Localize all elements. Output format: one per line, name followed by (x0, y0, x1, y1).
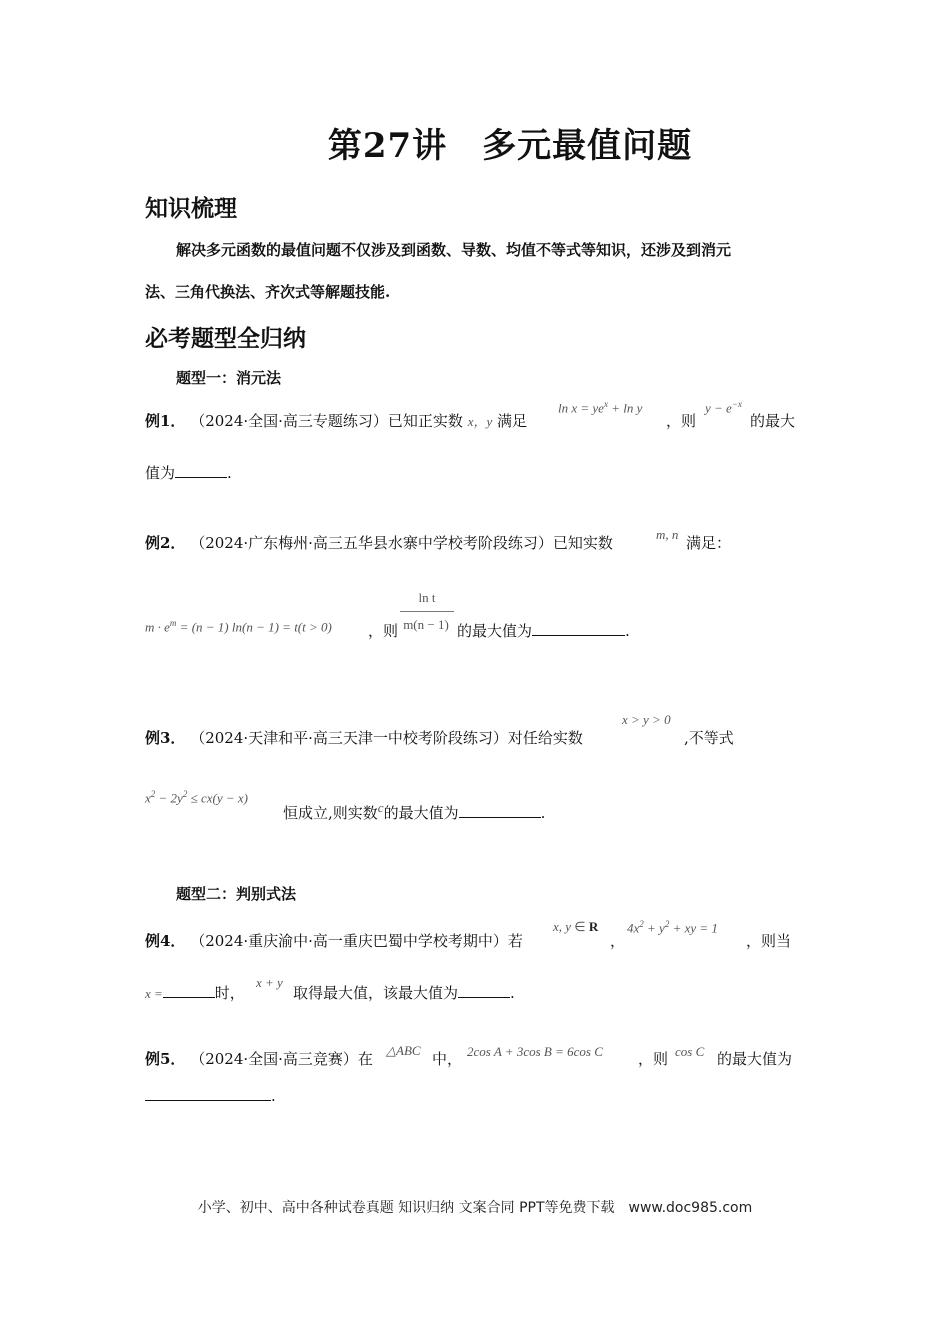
footer-text: 小学、初中、高中各种试卷真题 知识归纳 文案合同 PPT等免费下载 www.doc985.com (197, 1200, 753, 1216)
example-1-target: $y - e^{-x}$ (705, 399, 742, 416)
section-heading-knowledge: 知识梳理 (145, 195, 237, 222)
example-2-tail-line (457, 620, 630, 641)
example-1-end: . (227, 464, 232, 482)
example-3-label: 例3． (145, 729, 186, 747)
answer-blank[interactable] (458, 983, 510, 998)
example-4-max-text: 取得最大值，该最大值为 (293, 984, 459, 1002)
example-1-cond-word: 满足 (497, 412, 528, 430)
example-3-formula: $x^2 - 2y^2 \le cx(y - x)$ (145, 789, 248, 806)
example-5-label: 例5． (145, 1050, 186, 1068)
example-4-line1 (145, 930, 523, 951)
example-4-label: 例4． (145, 932, 186, 950)
example-4-cond: x, y ∈ R (553, 919, 599, 934)
example-2-line1 (145, 532, 613, 553)
example-2-label: 例2． (145, 534, 186, 552)
example-3-tail: ,不等式 (684, 729, 734, 747)
example-1-line1 (145, 410, 527, 431)
example-1-formula: $\ln x = ye^x + \ln y$ (558, 399, 643, 416)
answer-blank[interactable] (175, 463, 227, 478)
example-1-label: 例1． (145, 412, 186, 430)
example-2-vars: m, n (656, 527, 679, 542)
example-2-formula: $m \cdot e^m = (n - 1) \ln(n - 1) = t(t > 0)$ (145, 618, 332, 635)
example-4-line2-tail (293, 982, 515, 1003)
example-3-cond: x > y > 0 (622, 712, 671, 727)
example-5-formula: 2cos A + 3cos B = 6cos C (467, 1044, 603, 1059)
example-3-line1 (145, 727, 583, 748)
example-4-line2 (145, 982, 245, 1003)
example-4-formula: $4x^2 + y^2$ + xy = 1 (627, 919, 718, 936)
answer-blank[interactable] (163, 983, 215, 998)
example-2-frac-bar (400, 611, 454, 612)
example-2-source: （2024·广东梅州·高三五华县水寨中学校考阶段练习）已知实数 (190, 534, 613, 552)
example-4-end: . (510, 984, 515, 1002)
answer-blank[interactable] (459, 803, 541, 818)
example-5-tail: 的最大值为 (717, 1050, 793, 1068)
example-5-line1 (145, 1048, 373, 1069)
type2-heading: 题型二：判别式法 (176, 885, 297, 903)
answer-blank[interactable] (145, 1086, 271, 1101)
example-3-source: （2024·天津和平·高三天津一中校考阶段练习）对任给实数 (190, 729, 583, 747)
example-2-then: ，则 (368, 622, 399, 640)
example-2-cond-word: 满足： (686, 534, 732, 552)
type1-heading: 题型一：消元法 (176, 369, 282, 387)
example-2-frac-denominator: m(n − 1) (403, 617, 449, 632)
example-5-mid: 中， (432, 1050, 463, 1068)
example-3-line2 (283, 800, 545, 823)
example-5-line2 (145, 1086, 276, 1105)
page-title: 第27讲 多元最值问题 (327, 126, 693, 166)
example-4-then: ，则当 (746, 932, 792, 950)
example-2-frac-numerator: ln t (418, 590, 436, 605)
example-5-target: cos C (675, 1044, 705, 1059)
example-1-source: （2024·全国·高三专题练习）已知正实数 (190, 412, 463, 430)
example-4-x-eq: x = (145, 986, 163, 1001)
intro-paragraph-line2: 法、三角代换法、齐次式等解题技能. (145, 283, 391, 301)
example-5-end: . (271, 1087, 276, 1105)
example-5-then: ，则 (638, 1050, 669, 1068)
example-5-source: （2024·全国·高三竞赛）在 (190, 1050, 373, 1068)
example-3-var: c (377, 800, 384, 815)
example-1-vars: x，y (467, 414, 493, 429)
intro-paragraph-line1: 解决多元函数的最值问题不仅涉及到函数、导数、均值不等式等知识，还涉及到消元 (176, 241, 732, 259)
example-2-end: . (625, 622, 630, 640)
example-4-when: 时， (214, 984, 245, 1002)
example-2-tail: 的最大值为 (457, 622, 533, 640)
section-heading-types: 必考题型全归纳 (145, 325, 306, 352)
example-1-line2 (145, 462, 232, 483)
example-3-end: . (540, 804, 546, 822)
example-1-tail: 的最大 (750, 412, 796, 430)
example-3-line2-text: 恒成立,则实数 (283, 804, 378, 822)
example-4-expr: x + y (256, 975, 283, 990)
example-1-then: ，则 (666, 412, 697, 430)
example-3-line2b: 的最大值为 (383, 804, 459, 822)
example-1-answer-prompt: 值为 (145, 464, 176, 482)
example-4-source: （2024·重庆渝中·高一重庆巴蜀中学校考期中）若 (190, 932, 523, 950)
example-4-comma: ， (610, 932, 626, 950)
answer-blank[interactable] (532, 621, 625, 636)
example-5-triangle: △ABC (386, 1043, 421, 1058)
